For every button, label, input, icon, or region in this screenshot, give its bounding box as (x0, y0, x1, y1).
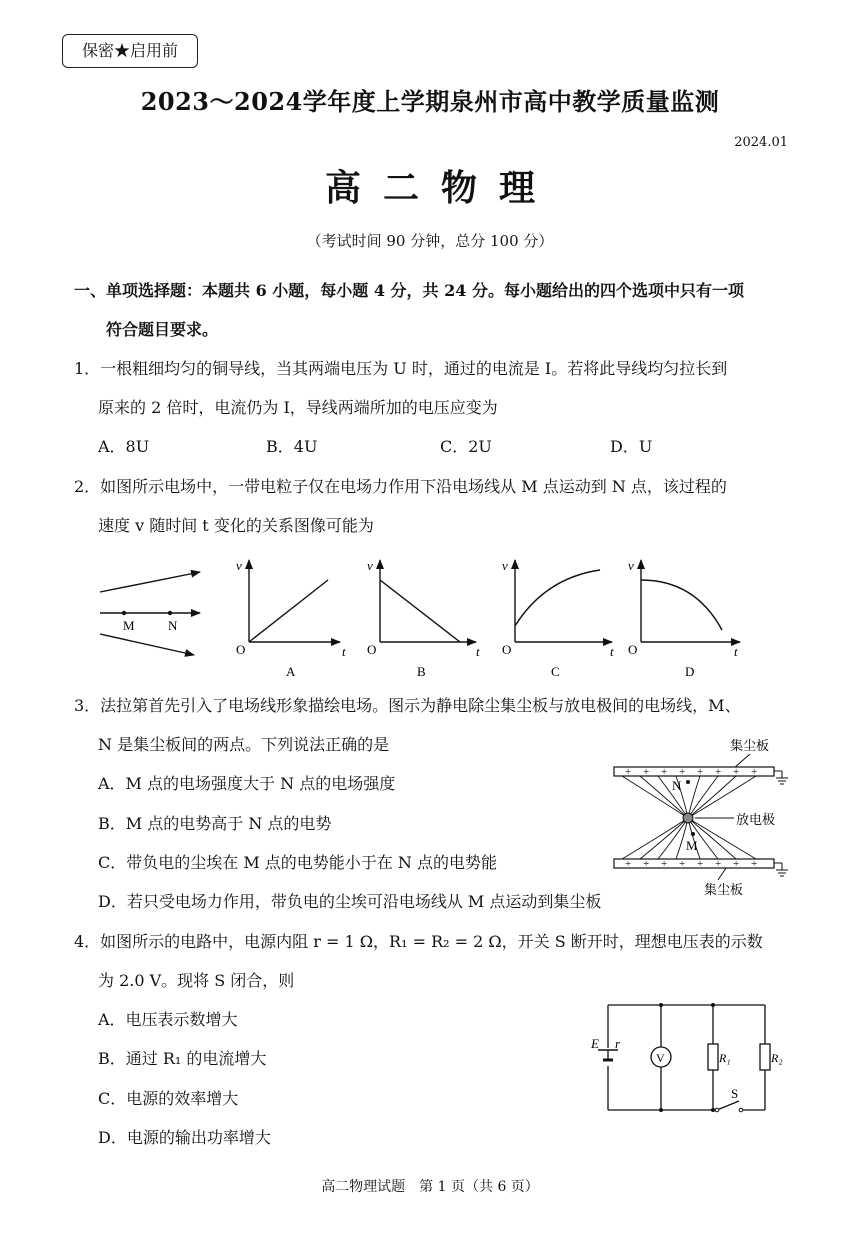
svg-text:+: + (661, 766, 668, 778)
svg-text:O: O (367, 642, 377, 657)
svg-text:+: + (643, 858, 650, 870)
q1-option-d: D．U (610, 437, 653, 456)
svg-text:+: + (679, 766, 686, 778)
q1-stem: 1．一根粗细均匀的铜导线，当其两端电压为 U 时，通过的电流是 I。若将此导线均匀拉长到 (74, 359, 728, 378)
label-n: N (168, 618, 178, 633)
graph-c (502, 558, 614, 679)
svg-text:+: + (733, 766, 740, 778)
label-m: M (686, 838, 698, 853)
graph-label-c: C (551, 664, 560, 679)
voltmeter-label: V (656, 1051, 665, 1065)
label-m: M (123, 618, 135, 633)
precipitator-figure (600, 730, 800, 905)
q4-option-a: A．电压表示数增大 (98, 1010, 238, 1029)
svg-text:t: t (734, 644, 738, 659)
discharge-electrode (683, 813, 693, 823)
graph-label-d: D (685, 664, 695, 679)
svg-text:O: O (502, 642, 512, 657)
svg-text:+: + (697, 858, 704, 870)
svg-text:+: + (751, 766, 758, 778)
q1-option-a: A．8U (98, 437, 150, 456)
section-heading-cont: 符合题目要求。 (106, 320, 219, 339)
label-r: r (615, 1036, 621, 1051)
point-n (686, 780, 690, 784)
q1-option-b: B．4U (266, 437, 318, 456)
label-n: N (672, 778, 682, 793)
q2-figures (0, 550, 860, 685)
graph-label-b: B (417, 664, 426, 679)
point-m (122, 611, 126, 615)
q4-option-c: C．电源的效率增大 (98, 1089, 239, 1108)
q3-option-a: A．M 点的电场强度大于 N 点的电场强度 (98, 774, 396, 793)
svg-text:+: + (733, 858, 740, 870)
graph-label-a: A (286, 664, 296, 679)
svg-text:v: v (236, 558, 242, 573)
label-r1: R₁ (719, 1051, 731, 1065)
label-s: S (731, 1086, 739, 1101)
confidential-badge: 保密★启用前 (62, 34, 198, 68)
svg-text:+: + (643, 766, 650, 778)
svg-text:t: t (610, 644, 614, 659)
q4-stem: 4．如图所示的电路中，电源内阻 r = 1 Ω，R₁ = R₂ = 2 Ω，开关 S 断开时，理想电压表的示数 (74, 932, 763, 951)
svg-text:v: v (367, 558, 373, 573)
svg-text:+: + (625, 858, 632, 870)
section-heading: 一、单项选择题：本题共 6 小题，每小题 4 分，共 24 分。每小题给出的四个选项中只有一项 (74, 281, 744, 300)
q2-stem-cont: 速度 v 随时间 t 变化的关系图像可能为 (98, 516, 374, 535)
field-line-diagram (100, 572, 200, 655)
q3-option-b: B．M 点的电势高于 N 点的电势 (98, 814, 332, 833)
svg-text:+: + (715, 766, 722, 778)
q3-stem-cont: N 是集尘板间的两点。下列说法正确的是 (98, 735, 390, 754)
q4-option-b: B．通过 R₁ 的电流增大 (98, 1049, 267, 1068)
svg-text:+: + (679, 858, 686, 870)
q1-option-c: C．2U (440, 437, 492, 456)
q2-stem: 2．如图所示电场中，一带电粒子仅在电场力作用下沿电场线从 M 点运动到 N 点，该过程的 (74, 477, 727, 496)
graph-b (367, 558, 480, 679)
svg-text:v: v (502, 558, 508, 573)
q3-option-d: D．若只受电场力作用，带负电的尘埃可沿电场线从 M 点运动到集尘板 (98, 892, 602, 911)
svg-text:+: + (697, 766, 704, 778)
label-e: E (591, 1036, 599, 1051)
exam-note: （考试时间 90 分钟，总分 100 分） (306, 232, 554, 250)
svg-text:O: O (236, 642, 246, 657)
svg-text:+: + (715, 858, 722, 870)
svg-text:t: t (476, 644, 480, 659)
svg-text:+: + (751, 858, 758, 870)
svg-text:O: O (628, 642, 638, 657)
bottom-plate-label: 集尘板 (704, 882, 744, 897)
graph-a (236, 558, 346, 679)
electrode-label: 放电极 (736, 812, 776, 827)
point-n (168, 611, 172, 615)
page-footer: 高二物理试题 第 1 页（共 6 页） (321, 1179, 539, 1195)
q4-option-d: D．电源的输出功率增大 (98, 1128, 271, 1147)
label-r2: R₂ (771, 1051, 783, 1065)
q3-option-c: C．带负电的尘埃在 M 点的电势能小于在 N 点的电势能 (98, 853, 497, 872)
q3-stem: 3．法拉第首先引入了电场线形象描绘电场。图示为静电除尘集尘板与放电极间的电场线，M、 (74, 696, 741, 715)
subject-title: 高二物理 (324, 167, 557, 209)
svg-text:+: + (661, 858, 668, 870)
exam-date: 2024.01 (734, 135, 788, 150)
q4-stem-cont: 为 2.0 V。现将 S 闭合，则 (98, 971, 295, 990)
q1-stem-cont: 原来的 2 倍时，电流仍为 I，导线两端所加的电压应变为 (98, 398, 498, 417)
graph-d (628, 558, 740, 679)
svg-text:v: v (628, 558, 634, 573)
top-plate-label: 集尘板 (730, 738, 770, 753)
svg-text:+: + (625, 766, 632, 778)
circuit-diagram (585, 1000, 795, 1120)
exam-title: 2023～2024学年度上学期泉州市高中教学质量监测 (140, 87, 720, 116)
svg-text:t: t (342, 644, 346, 659)
point-m (691, 832, 695, 836)
